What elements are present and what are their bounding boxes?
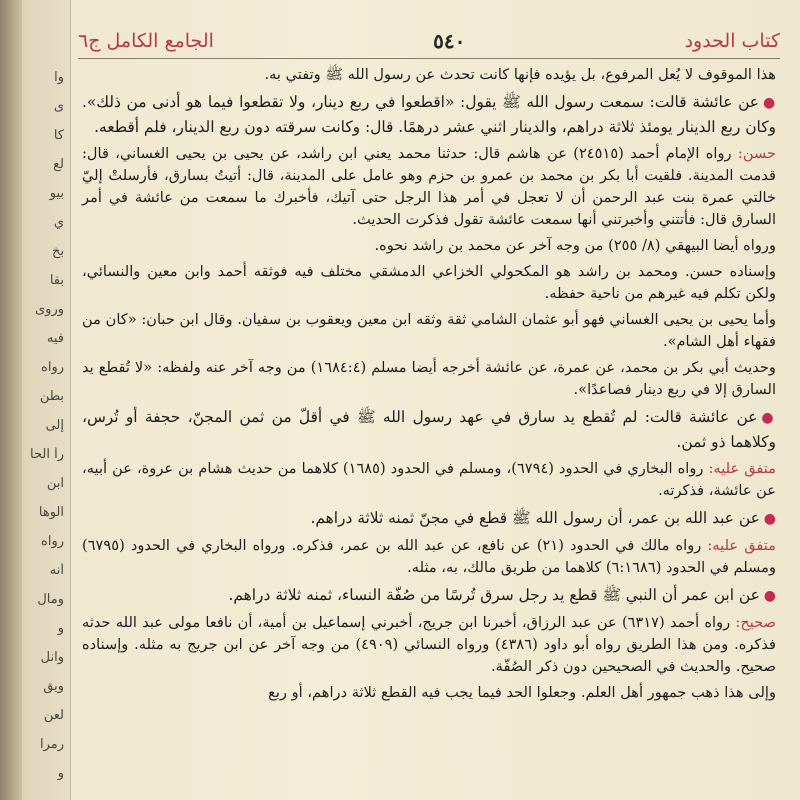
facing-page-fragment: وا [54, 70, 64, 85]
paragraph-text: ورواه أيضا البيهقي (٨/ ٢٥٥) من وجه آخر عن محمد بن راشد نحوه. [374, 237, 776, 254]
hadith-paragraph [82, 583, 776, 608]
bullet-icon: ● [761, 410, 776, 426]
bullet-icon: ● [763, 511, 776, 527]
page-body [82, 64, 776, 800]
facing-page-fragment: فيه [46, 331, 64, 346]
paragraph-text: وإسناده حسن. ومحمد بن راشد هو المكحولي الخزاعي الدمشقي مختلف فيه فوثقه أحمد وابن معين والنسائي، ولكن تكلم فيه غيرهم من ناحية حفظه. [82, 263, 776, 302]
paragraph-text: عن عائشة قالت: سمعت رسول الله ﷺ يقول: «اقطعوا في ربع دينار، ولا تقطعوا فيما هو أدنى من ذلك». وكان ربع الدينار يومئذ ثلاثة دراهم، والدينار اثني عشر درهمًا. قال: وكانت سرقته دون ربع الدينار، فلم أقطعه. [82, 93, 776, 136]
grade-label: متفق عليه: [703, 460, 776, 477]
paragraph-text: وحديث أبي بكر بن محمد، عن عمرة، عن عائشة أخرجه أيضا مسلم (١٦٨٤:٤) من وجه آخر عنه ولفظه: «لا تُقطع يد السارق إلا في ربع دينار فصاعدًا». [82, 359, 776, 398]
facing-page-fragment: ابن [46, 476, 64, 491]
paragraph-text: هذا الموقوف لا يُعل المرفوع، بل يؤيده فإنها كانت تحدث عن رسول الله ﷺ وتفتي به. [264, 66, 776, 83]
paragraph-text: رواه الإمام أحمد (٢٤٥١٥) عن هاشم قال: حدثنا محمد يعني ابن راشد، عن يحيى بن يحيى الغساني، قال: قدمت المدينة. فلقيت أبا بكر بن محمد بن عمرو بن حزم وهو عامل على المدينة، قال: أتيتُ بسارق، فأرسلتْ إليّ خالتي عمرة بنت عبد الرحمن أن لا تعجل في أمر هذا الرجل حتى آتيك، فأخبرك ما سمعت من عائشة في أمر السارق قال: فأتتني وأخبرتني أنها سمعت عائشة تقول فذكرت الحديث. [82, 145, 776, 228]
facing-page-fragment: لع [53, 157, 64, 172]
facing-page-fragment: بقا [49, 273, 64, 288]
running-title-volume: الجامع الكامل ج٦ [78, 30, 214, 52]
hadith-paragraph [82, 90, 776, 139]
hadith-paragraph [82, 506, 776, 531]
hadith-paragraph [82, 405, 776, 454]
facing-page-fragment: الوها [38, 505, 64, 520]
commentary-paragraph [82, 357, 776, 401]
paragraph-text: عن عائشة قالت: لم تُقطع يد سارق في عهد رسول الله ﷺ في أقلّ من ثمن المجنّ، حجفة أو تُرس، وكلاهما ذو ثمن. [82, 408, 776, 451]
commentary-paragraph [82, 682, 776, 704]
paragraph-text: رواه أحمد (٦٣١٧) عن عبد الرزاق، أخبرنا ابن جريج، أخبرني إسماعيل بن أمية، أن نافعا مولى عبد الله حدثه فذكره. ومن هذا الطريق رواه أبو داود (٤٣٨٦) ورواه النسائي (٤٩٠٩) من وجه آخر عن ابن جريج به مثله. وإسناده صحيح. والحديث في الصحيحين دون ذكر الصُفّة. [82, 614, 777, 675]
facing-page-fragment: رواه [41, 360, 64, 375]
facing-page-fragment: رمرا [39, 737, 64, 752]
grading-paragraph [82, 143, 776, 231]
facing-page-fragment: بيو [49, 186, 64, 201]
header-rule [78, 58, 780, 59]
facing-page-fragment: ويق [43, 679, 64, 694]
paragraph-text: رواه مالك في الحدود (٢١) عن نافع، عن عبد الله بن عمر، فذكره. ورواه البخاري في الحدود (٦٧٩٥) ومسلم في الحدود (٦:١٦٨٦) كلاهما من طريق مالك، به، مثله. [82, 537, 776, 576]
paragraph-text: رواه البخاري في الحدود (٦٧٩٤)، ومسلم في الحدود (١٦٨٥) كلاهما من حديث هشام بن عروة، عن أبيه، عن عائشة، فذكرته. [82, 460, 776, 499]
facing-page-fragment: ى [53, 99, 64, 114]
grading-paragraph [82, 458, 776, 502]
facing-page-fragment: بطن [39, 389, 64, 404]
grading-paragraph [82, 535, 776, 579]
facing-page-fragment: وروى [34, 302, 64, 317]
paragraph-text: وأما يحيى بن يحيى الغساني فهو أبو عثمان الشامي ثقة وثقه ابن معين ويعقوب بن سفيان. وقال ابن حبان: «كان من فقهاء أهل الشام». [82, 311, 776, 350]
grade-label: صحيح: [730, 614, 776, 631]
paragraph-text: عن ابن عمر أن النبي ﷺ قطع يد رجل سرق تُرسًا من صُفّة النساء، ثمنه ثلاثة دراهم. [228, 586, 760, 604]
facing-page-fragment: وانل [40, 650, 64, 665]
commentary-paragraph [82, 235, 776, 257]
facing-page-fragment: كا [53, 128, 64, 143]
running-title-book: كتاب الحدود [684, 30, 780, 52]
facing-page-fragment: إلى [45, 418, 64, 433]
paragraph-text: وإلى هذا ذهب جمهور أهل العلم. وجعلوا الحد فيما يجب فيه القطع ثلاثة دراهم، أو ربع [268, 684, 776, 701]
facing-page-fragment: رواه [41, 534, 64, 549]
bullet-icon: ● [763, 588, 776, 604]
page-header [78, 26, 780, 56]
grade-label: حسن: [731, 145, 776, 162]
facing-page-fragment: أنه [49, 563, 64, 578]
commentary-paragraph [82, 64, 776, 86]
facing-page-fragment: ي [53, 215, 64, 230]
facing-page-fragment: لعن [43, 708, 64, 723]
bullet-icon: ● [762, 95, 776, 111]
facing-page-fragment: و [57, 766, 64, 781]
grade-label: متفق عليه: [701, 537, 776, 554]
commentary-paragraph [82, 309, 776, 353]
grading-paragraph [82, 612, 776, 678]
facing-page-fragment: و [57, 621, 64, 636]
facing-page-fragment: بخ [51, 244, 64, 259]
paragraph-text: عن عبد الله بن عمر، أن رسول الله ﷺ قطع في مجنّ ثمنه ثلاثة دراهم. [310, 509, 760, 527]
facing-page-fragment: ومال [37, 592, 64, 607]
page-number: ٥٤٠ [433, 29, 466, 53]
facing-page-fragment: رأ الحا [30, 447, 64, 462]
commentary-paragraph [82, 261, 776, 305]
binding-shadow [0, 0, 22, 800]
